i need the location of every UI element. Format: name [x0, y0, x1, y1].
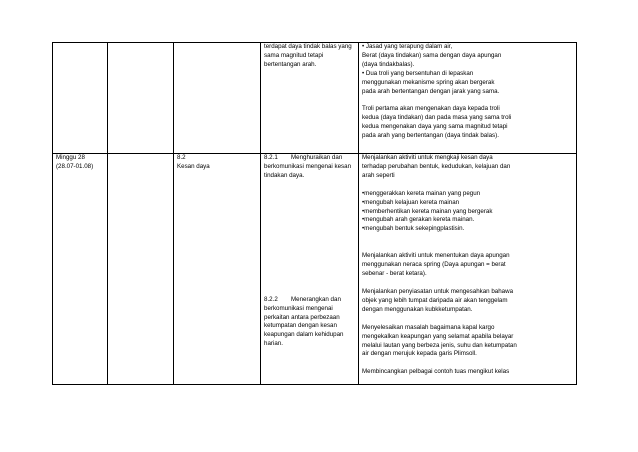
- standard-first-line: Menghuraikan dan: [291, 154, 343, 161]
- week-cell: [53, 154, 108, 385]
- blank-line: [362, 181, 573, 190]
- text-line: menggunakan neraca spring (Daya apungan = berat: [362, 261, 506, 269]
- text-line: Menyelesaikan masalah bagaimana kapal kargo: [362, 323, 495, 331]
- blank-line: [362, 96, 573, 105]
- text-line: sama magnitud tetapi: [264, 51, 324, 59]
- text-line: •mengubah kelajuan kereta mainan: [362, 198, 460, 206]
- topic-number: 8.2: [177, 154, 186, 161]
- activity-text-block: [362, 43, 573, 141]
- standard-line: ketumpatan dengan kesan: [264, 322, 337, 330]
- week-label: Minggu 28: [56, 154, 85, 161]
- text-line: Membincangkan pelbagai contoh tuas mengikut kelas: [362, 368, 510, 376]
- standard-cell: [261, 154, 359, 385]
- standard-8-2-2: [264, 296, 355, 305]
- standard-number: 8.2.2: [264, 295, 278, 303]
- text-line: • Jasad yang terapung dalam air,: [362, 43, 453, 50]
- blank-line: [362, 359, 573, 368]
- text-line: •mengubah bentuk sekepingplastisin.: [362, 225, 465, 233]
- text-line: •mengubah arah gerakan kereta mainan.: [362, 216, 475, 224]
- text-line: melalui lautan yang berbeza jenis, suhu dan ketumpatan: [362, 341, 517, 349]
- blank-line: [362, 243, 573, 252]
- topic-title: Kesan daya: [177, 162, 210, 170]
- text-line: Troli pertama akan mengenakan daya kepada troli: [362, 105, 500, 113]
- text-line: •menggerakkan kereta mainan yang pegun: [362, 189, 481, 197]
- text-line: arah seperti: [362, 171, 395, 179]
- text-line: Berat (daya tindakan) sama dengan daya apungan: [362, 51, 502, 59]
- standard-line: tindakan daya.: [264, 171, 305, 179]
- lesson-plan-table: [52, 42, 577, 385]
- standard-line: berkomunikasi mengenai kesan: [264, 162, 352, 170]
- text-line: • Dua troli yang bersentuhan di lepaskan: [362, 69, 474, 77]
- text-line: dengan menggunakan kubkketumpatan.: [362, 305, 473, 313]
- activity-text-block: [362, 154, 573, 377]
- table-row-continued: [53, 43, 577, 154]
- week-dates: (28.07-01.08): [56, 162, 94, 170]
- text-line: sebenar - berat ketara).: [362, 270, 427, 278]
- standard-line: berkomunikasi mengenai: [264, 304, 333, 312]
- standard-first-line: Menerangkan dan: [291, 295, 341, 303]
- standard-text-block: [264, 43, 355, 70]
- text-line: objek yang lebih tumpat daripada air akan tenggelam: [362, 296, 508, 304]
- standard-line: perkaitan antara perbezaan: [264, 313, 340, 321]
- standard-line: keapungan dalam kehidupan: [264, 331, 344, 339]
- standard-number: 8.2.1: [264, 154, 278, 161]
- text-line: terhadap perubahan bentuk, kedudukan, kelajuan dan: [362, 162, 511, 170]
- blank-line: [362, 279, 573, 288]
- text-line: Menjalankan aktiviti untuk menentukan daya apungan: [362, 252, 510, 260]
- text-line: Menjalankan penyiasatan untuk mengesahkan bahawa: [362, 287, 514, 295]
- text-line: pada arah yang bertentangan (daya tindak balas).: [362, 132, 499, 140]
- topic-cell: [174, 154, 261, 385]
- text-line: •memberhentikan kereta mainan yang bergerak: [362, 207, 493, 215]
- topic-cell-empty: [174, 43, 261, 154]
- blank-line: [362, 315, 573, 324]
- text-line: terdapat daya tindak balas yang: [264, 43, 352, 50]
- text-line: pada arah bertentangan dengan jarak yang sama.: [362, 87, 500, 95]
- text-line: kedua (daya tindakan) dan pada masa yang sama troli: [362, 114, 512, 122]
- blank-cell-empty: [108, 43, 174, 154]
- text-line: kedua mengenakan daya yang sama magnitud tetapi: [362, 123, 508, 131]
- text-line: mengekalkan keapungan yang selamat apabila belayar: [362, 332, 514, 340]
- standard-cell: [261, 43, 359, 154]
- text-line: menggunakan mekanisme spring akan bergerak: [362, 78, 495, 86]
- text-line: air dengan merujuk kepada garis Plimsoll.: [362, 350, 477, 358]
- table-row-week-28: [53, 154, 577, 385]
- blank-cell: [108, 154, 174, 385]
- text-line: bertentangan arah.: [264, 60, 317, 68]
- standard-8-2-1: [264, 154, 355, 163]
- activity-cell: [359, 154, 577, 385]
- blank-line: [362, 234, 573, 243]
- text-line: Menjalankan aktiviti untuk mengkaji kesan daya: [362, 154, 493, 161]
- activity-cell: [359, 43, 577, 154]
- standard-line: harian.: [264, 340, 283, 348]
- text-line: (daya tindakbalas).: [362, 60, 415, 68]
- week-cell-empty: [53, 43, 108, 154]
